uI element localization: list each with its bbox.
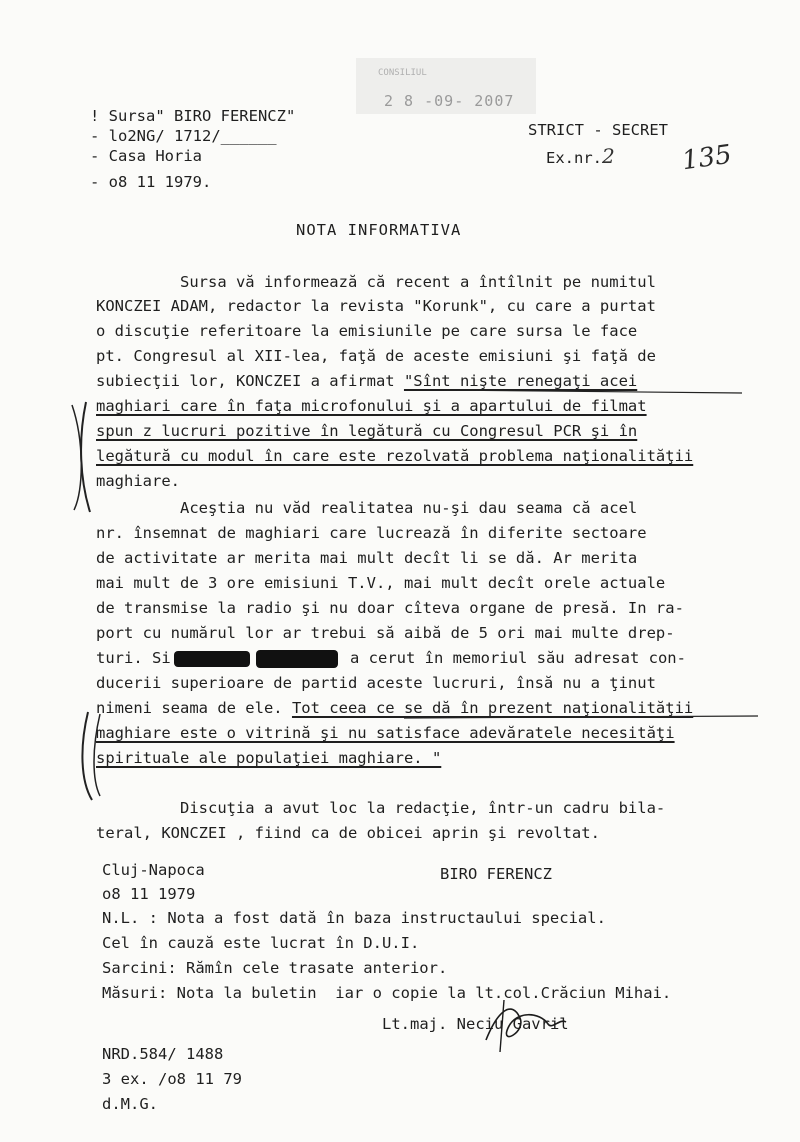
stamp-label: CONSILIUL: [378, 68, 427, 78]
footer-date: o8 11 1979: [102, 885, 196, 903]
p2-line-3: de activitate ar merita mai mult decît li se dă. Ar merita: [96, 549, 638, 567]
p2-line-2: nr. însemnat de maghiari care lucrează în diferite sectoare: [96, 524, 647, 542]
p1-line-3: o discuţie referitoare la emisiunile pe care sursa le face: [96, 322, 638, 340]
document-title: NOTA INFORMATIVA: [296, 221, 462, 239]
quote2-line-2: spirituale ale populaţiei maghiare. ": [96, 749, 442, 767]
page-number: 135: [680, 139, 734, 177]
p1-line-4: pt. Congresul al XII-lea, faţă de aceste emisiuni şi faţă de: [96, 347, 656, 365]
p1-line-5-text: subiecţii lor, KONCZEI a afirmat: [96, 372, 404, 390]
redaction-bar-2: [256, 650, 338, 668]
footer-dui: Cel în cauză este lucrat în D.U.I.: [102, 934, 420, 952]
p2-line-9-text: nimeni seama de ele.: [96, 699, 292, 717]
quote1-line-2: spun z lucruri pozitive în legătură cu Congresul PCR şi în: [96, 422, 638, 440]
p2-line-9: [96, 698, 693, 718]
p2-line-7-cont: a cerut în memoriul său adresat con-: [350, 649, 686, 667]
footer-nl: N.L. : Nota a fost dată în baza instructaului special.: [102, 909, 606, 927]
margin-bracket-2: [82, 712, 92, 800]
p3-line-2: teral, KONCZEI , fiind ca de obicei aprin şi revoltat.: [96, 824, 600, 842]
footer-copies: 3 ex. /o8 11 79: [102, 1070, 242, 1088]
p2-line-4: mai mult de 3 ore emisiuni T.V., mai mult decît orele actuale: [96, 574, 666, 592]
footer-dmg: d.M.G.: [102, 1095, 158, 1113]
date-line: - o8 11 1979.: [90, 173, 212, 191]
reference-line: - lo2NG/ 1712/______: [90, 127, 277, 145]
footer-city: Cluj-Napoca: [102, 861, 205, 879]
footer-tasks: Sarcini: Rămîn cele trasate anterior.: [102, 959, 448, 977]
quote1-line-3: legătură cu modul în care este rezolvată problema naţionalităţii: [96, 447, 694, 465]
classification-level: STRICT - SECRET: [528, 121, 668, 139]
footer-measures: Măsuri: Nota la buletin iar o copie la lt.col.Crăciun Mihai.: [102, 984, 672, 1002]
p2-line-5: de transmise la radio şi nu doar cîteva organe de presă. In ra-: [96, 599, 684, 617]
quote-start: "Sînt nişte renegaţi acei: [403, 372, 638, 390]
copy-label: Ex.nr.: [546, 149, 602, 167]
p2-line-7: turi. Si: [96, 649, 171, 667]
footer-signer: BIRO FERENCZ: [440, 865, 552, 883]
copy-number: 2: [602, 144, 615, 168]
quote1-line-4: maghiare.: [96, 472, 180, 490]
margin-bracket-1: [81, 402, 90, 512]
quote1-line-1: maghiari care în faţa microfonului şi a apartului de filmat: [96, 397, 647, 415]
p2-line-6: port cu numărul lor ar trebui să aibă de 5 ori mai multe drep-: [96, 624, 675, 642]
redaction-bar-1: [174, 651, 250, 667]
p1-line-5: [96, 371, 637, 391]
stamp-date: 2 8 -09- 2007: [384, 92, 515, 110]
p3-line-1: Discuţia a avut loc la redacţie, într-un cadru bila-: [96, 799, 666, 817]
quote2-start: Tot ceea ce se dă în prezent naţionalităţii: [291, 699, 694, 717]
place-line: - Casa Horia: [90, 147, 202, 165]
copy-number-line: [546, 146, 615, 168]
p2-line-1: Aceştia nu văd realitatea nu-şi dau seama că acel: [96, 499, 638, 517]
source-line: ! Sursa" BIRO FERENCZ": [90, 107, 296, 125]
p2-line-8: ducerii superioare de partid aceste lucruri, însă nu a ţinut: [96, 674, 656, 692]
p1-line-2: KONCZEI ADAM, redactor la revista "Korunk", cu care a purtat: [96, 297, 656, 315]
p1-line-1: Sursa vă informează că recent a întîlnit pe numitul: [96, 273, 656, 291]
footer-officer: Lt.maj. Neciu Gavril: [382, 1015, 569, 1033]
footer-nrd: NRD.584/ 1488: [102, 1045, 224, 1063]
margin-bracket-1b: [72, 405, 81, 510]
quote2-line-1: maghiare este o vitrină şi nu satisface adevăratele necesităţi: [96, 724, 675, 742]
